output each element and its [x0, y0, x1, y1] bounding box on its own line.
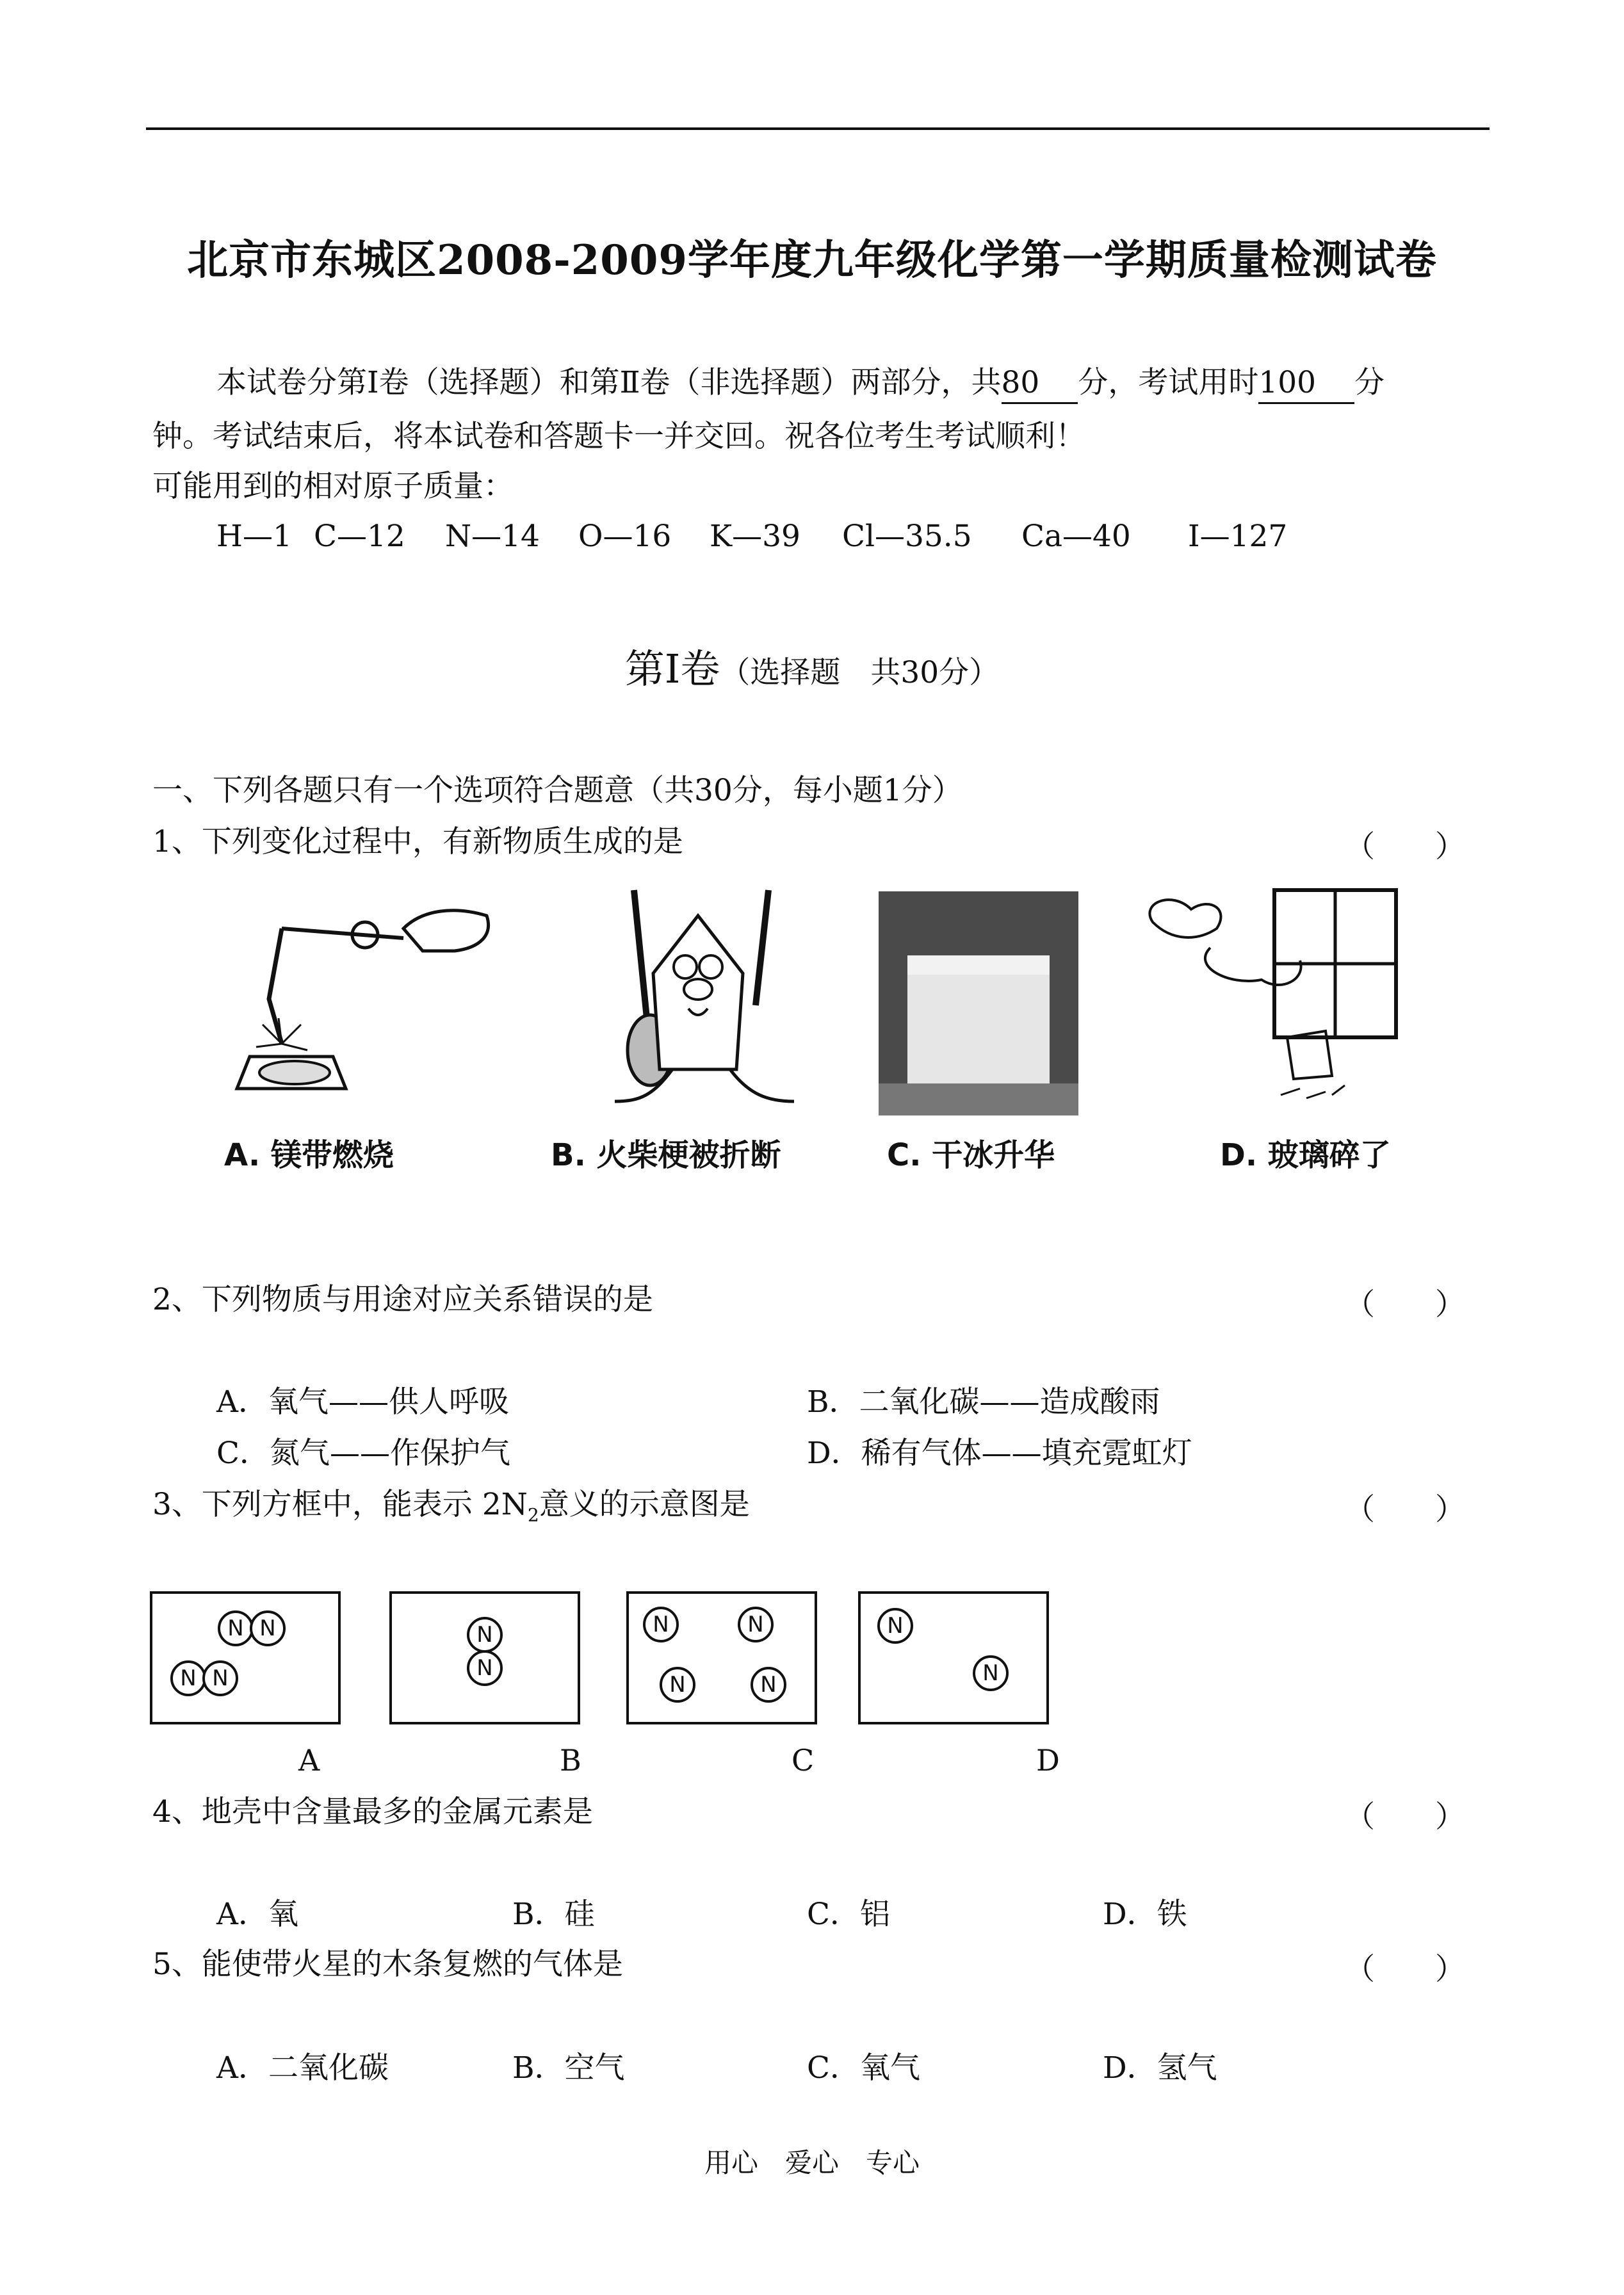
question-5-stem: 5、能使带火星的木条复燃的气体是 — [152, 1947, 623, 1982]
intro-line-2: 钟。考试结束后，将本试卷和答题卡一并交回。祝各位考生考试顺利！ — [152, 419, 1085, 454]
molecule-box-c — [626, 1591, 817, 1724]
nitrogen-atom: N — [202, 1660, 238, 1696]
option: A．二氧化碳 — [216, 2050, 389, 2086]
box-label: A — [298, 1743, 320, 1778]
answer-blank: （ ） — [1345, 1952, 1465, 1987]
intro-line-1 — [216, 364, 1384, 404]
atomic-mass: Ca—40 — [1021, 519, 1131, 554]
question-3-stem-a: 3、下列方框中，能表示 2N — [152, 1487, 528, 1522]
nitrogen-atom: N — [467, 1650, 503, 1686]
question-4-stem: 4、地壳中含量最多的金属元素是 — [152, 1794, 593, 1829]
atomic-mass: I—127 — [1188, 519, 1288, 554]
image-caption: D. 玻璃碎了 — [1220, 1137, 1391, 1173]
box-label: B — [560, 1743, 581, 1778]
section-title — [0, 637, 1624, 694]
total-score: 80 — [1002, 364, 1078, 404]
nitrogen-atom: N — [170, 1660, 206, 1696]
magnesium-burning-illustration — [211, 896, 512, 1114]
intro-text-c: 分 — [1354, 365, 1385, 400]
atomic-mass: N—14 — [445, 519, 540, 554]
answer-blank: （ ） — [1345, 1492, 1465, 1527]
atomic-mass: Cl—35.5 — [842, 519, 972, 554]
section-title-main: 第Ⅰ卷 — [624, 645, 720, 692]
page-title: 北京市东城区2008-2009学年度九年级化学第一学期质量检测试卷 — [187, 236, 1437, 284]
header-rule — [146, 127, 1490, 130]
atomic-mass-label: 可能用到的相对原子质量： — [152, 469, 514, 504]
atomic-mass: O—16 — [578, 519, 672, 554]
option: D．稀有气体——填充霓虹灯 — [807, 1436, 1192, 1471]
nitrogen-atom: N — [643, 1607, 679, 1642]
option: C．氮气——作保护气 — [216, 1436, 510, 1471]
question-1-stem: 1、下列变化过程中，有新物质生成的是 — [152, 824, 683, 859]
image-caption: B. 火柴梗被折断 — [551, 1137, 781, 1173]
nitrogen-atom: N — [218, 1610, 254, 1646]
exam-duration: 100 — [1258, 364, 1354, 404]
intro-text-a: 本试卷分第Ⅰ卷（选择题）和第Ⅱ卷（非选择题）两部分，共 — [216, 365, 1002, 400]
option: D．铁 — [1103, 1897, 1187, 1932]
molecule-box-b — [389, 1591, 580, 1724]
nitrogen-atom: N — [660, 1667, 695, 1703]
atomic-mass: K—39 — [710, 519, 800, 554]
option: D．氢气 — [1103, 2050, 1217, 2086]
image-caption: C. 干冰升华 — [887, 1137, 1055, 1173]
option: C．铝 — [807, 1897, 890, 1932]
subscript: 2 — [527, 1504, 539, 1526]
box-label: C — [792, 1743, 815, 1778]
question-3-stem-b: 意义的示意图是 — [539, 1487, 750, 1522]
option: B．硅 — [512, 1897, 595, 1932]
option: B．二氧化碳——造成酸雨 — [807, 1384, 1160, 1420]
nitrogen-atom: N — [738, 1607, 774, 1642]
molecule-box-a — [150, 1591, 341, 1724]
nitrogen-atom: N — [877, 1608, 913, 1644]
section-instruction: 一、下列各题只有一个选项符合题意（共30分，每小题1分） — [152, 773, 962, 808]
nitrogen-atom: N — [250, 1610, 286, 1646]
question-3-stem — [152, 1486, 750, 1534]
option: A．氧气——供人呼吸 — [216, 1384, 509, 1420]
broken-glass-illustration — [1133, 884, 1415, 1114]
section-subtitle: （选择题 共30分） — [720, 655, 1000, 690]
option: C．氧气 — [807, 2050, 920, 2086]
dry-ice-illustration — [879, 891, 1078, 1115]
page-footer: 用心 爱心 专心 — [704, 2147, 920, 2178]
nitrogen-atom: N — [751, 1667, 786, 1703]
question-2-stem: 2、下列物质与用途对应关系错误的是 — [152, 1282, 653, 1317]
nitrogen-atom: N — [973, 1655, 1009, 1691]
match-breaking-illustration — [576, 877, 826, 1114]
answer-blank: （ ） — [1345, 1799, 1465, 1835]
atomic-mass: C—12 — [314, 519, 405, 554]
intro-text-b: 分，考试用时 — [1078, 365, 1259, 400]
answer-blank: （ ） — [1345, 829, 1465, 864]
answer-blank: （ ） — [1345, 1287, 1465, 1322]
image-caption: A. 镁带燃烧 — [224, 1137, 394, 1173]
molecule-box-d — [858, 1591, 1049, 1724]
option: B．空气 — [512, 2050, 625, 2086]
option: A．氧 — [216, 1897, 298, 1932]
atomic-mass: H—1 — [216, 519, 292, 554]
box-label: D — [1036, 1743, 1060, 1778]
nitrogen-atom: N — [467, 1617, 503, 1653]
